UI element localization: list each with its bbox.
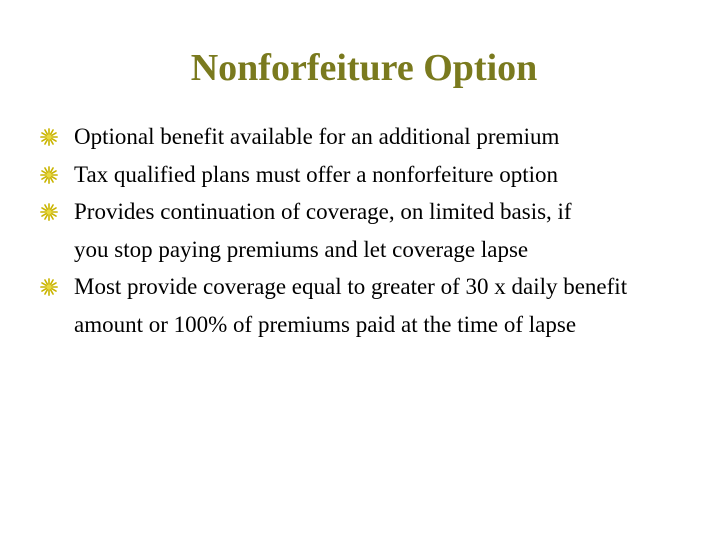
starburst-bullet-icon — [40, 278, 58, 296]
bullet-item — [74, 156, 604, 194]
bullet-text: Tax qualified plans must offer a nonforfeiture option — [74, 161, 559, 187]
bullet-text: Provides continuation of coverage, on limited basis, if you stop paying premiums and let coverage lapse — [74, 199, 572, 262]
bullet-item — [74, 268, 664, 343]
slide-title: Nonforfeiture Option — [190, 47, 538, 89]
bullet-text: Most provide coverage equal to greater of 30 x daily benefit amount or 100% of premiums paid at the time of lapse — [74, 274, 628, 337]
bullet-list — [74, 118, 674, 343]
starburst-bullet-icon — [40, 128, 58, 146]
starburst-bullet-icon — [40, 166, 58, 184]
bullet-item — [74, 118, 574, 156]
starburst-bullet-icon — [40, 203, 58, 221]
bullet-item — [74, 193, 604, 268]
bullet-text: Optional benefit available for an additional premium — [74, 124, 560, 149]
